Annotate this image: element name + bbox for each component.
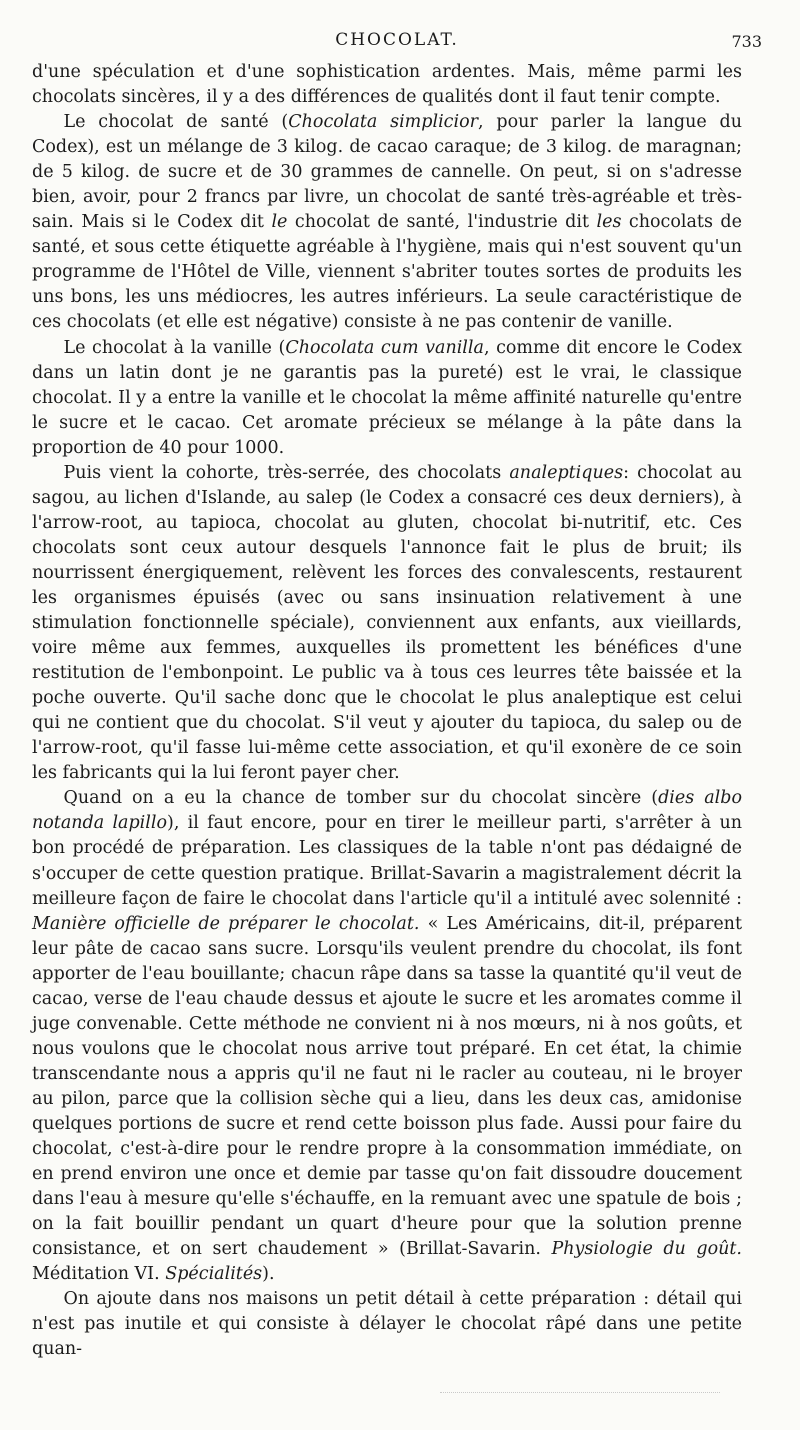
text-segment: « Les Américains, dit-il, préparent leur pâte de cacao sans sucre. Lorsqu'ils veulent prendre du chocolat, ils font apporter de l'eau bouillante; chacun râpe dans sa tasse la quantité qu'il veut de cacao, verse de l'eau chaude dessus et ajoute le sucre et les aromates comme il juge convenable. Cette méthode ne convient ni à nos mœurs, ni à nos goûts, et nous voulons que le chocolat nous arrive tout préparé. En cet état, la chimie transcendante nous a appris qu'il ne faut ni le racler au couteau, ni le broyer au pilon, parce que la collision sèche qui a lieu, dans les deux cas, amidonise quelques portions de sucre et rend cette boisson plus fade. Aussi pour faire du chocolat, c'est-à-dire pour le rendre propre à la consommation immédiate, on en prend environ une once et demie par tasse qu'on fait dissoudre doucement dans l'eau à mesure qu'elle s'échauffe, en la remuant avec une spatule de bois ; on la fait bouillir pendant un quart d'heure pour que la solution prenne consistance, et on sert chaudement » (Brillat-Savarin. <box>32 913 742 1260</box>
paragraph <box>32 60 742 110</box>
text-segment: : chocolat au sagou, au lichen d'Islande, au salep (le Codex a consacré ces deux derniers), à l'arrow-root, au tapioca, chocolat au gluten, chocolat bi-nutritif, etc. Ces chocolats sont ceux autour desquels l'annonce fait le plus de bruit; ils nourrissent énergiquement, relèvent les forces des convalescents, restaurent les organismes épuisés (avec ou sans insinuation relativement à une stimulation fonctionnelle spéciale), conviennent aux enfants, aux vieillards, voire même aux femmes, auxquelles ils promettent les bénéfices d'une restitution de l'embonpoint. Le public va à tous ces leurres tête baissée et la poche ouverte. Qu'il sache donc que le chocolat le plus analeptique est celui qui ne contient que du chocolat. S'il veut y ajouter du tapioca, du salep ou de l'arrow-root, qu'il fasse lui-même cette association, et qu'il exonère de ce soin les fabricants qui la lui feront payer cher. <box>32 462 743 784</box>
text-segment: ). <box>262 1264 275 1285</box>
paragraph <box>32 110 742 335</box>
paragraph <box>32 1287 742 1362</box>
text-segment: ), il faut encore, pour en tirer le meilleur parti, s'arrêter à un bon procédé de préparation. Les classiques de la table n'ont pas dédaigné de s'occuper de cette question pratique. Brillat-Savarin a magistralement décrit la meilleure façon de faire le chocolat dans l'article qu'il a intitulé avec solennité : <box>32 813 742 909</box>
paragraph <box>32 786 742 1287</box>
italic-text: le <box>271 212 288 233</box>
italic-text: Chocolata simplicior <box>288 112 478 133</box>
page-title: CHOCOLAT. <box>335 30 459 50</box>
body-text <box>32 60 742 1362</box>
italic-text: Spécialités <box>165 1264 263 1285</box>
text-segment: Quand on a eu la chance de tomber sur du chocolat sincère ( <box>63 788 659 809</box>
italic-text: dies albo notanda lapillo <box>32 788 743 834</box>
text-segment: Méditation VI. <box>32 1264 166 1285</box>
text-segment: , pour parler la langue du Codex), est un mélange de 3 kilog. de cacao caraque; de 3 kilog. de maragnan; de 5 kilog. de sucre et de 30 grammes de cannelle. On peut, si on s'adresse bien, avoir, pour 2 francs par livre, un chocolat de santé très-agréable et très-sain. Mais si le Codex dit <box>32 112 742 233</box>
text-segment: chocolat de santé, l'industrie dit <box>287 212 597 233</box>
page-number: 733 <box>731 32 762 51</box>
italic-text: Chocolata cum vanilla <box>285 337 484 358</box>
text-segment: Puis vient la cohorte, très-serrée, des chocolats <box>63 462 510 483</box>
italic-text: Manière officielle de préparer le chocolat. <box>32 913 420 934</box>
italic-text: Physiologie du goût. <box>551 1239 742 1260</box>
italic-text: les <box>596 212 622 233</box>
text-segment: On ajoute dans nos maisons un petit détail à cette préparation : détail qui n'est pas inutile et qui consiste à délayer le chocolat râpé dans une petite quan- <box>32 1289 742 1360</box>
running-head <box>32 28 762 56</box>
text-segment: Le chocolat à la vanille ( <box>63 337 286 358</box>
footer-rule <box>440 1392 720 1393</box>
text-segment: chocolats de santé, et sous cette étiquette agréable à l'hygiène, mais qui n'est souvent qu'un programme de l'Hôtel de Ville, viennent s'abriter toutes sortes de produits les uns bons, les uns médiocres, les autres inférieurs. La seule caractéristique de ces chocolats (et elle est négative) consiste à ne pas contenir de vanille. <box>32 212 742 333</box>
italic-text: analeptiques <box>509 462 624 483</box>
text-segment: , comme dit encore le Codex dans un latin dont je ne garantis pas la pureté) est le vrai, le classique chocolat. Il y a entre la vanille et le chocolat la même affinité naturelle qu'entre le sucre et le cacao. Cet aromate précieux se mélange à la pâte dans la proportion de 40 pour 1000. <box>32 337 743 458</box>
paragraph <box>32 461 742 787</box>
text-segment: Le chocolat de santé ( <box>63 112 289 133</box>
text-segment: d'une spéculation et d'une sophistication ardentes. Mais, même parmi les chocolats sincères, il y a des différences de qualités dont il faut tenir compte. <box>32 62 742 108</box>
paragraph <box>32 336 742 461</box>
